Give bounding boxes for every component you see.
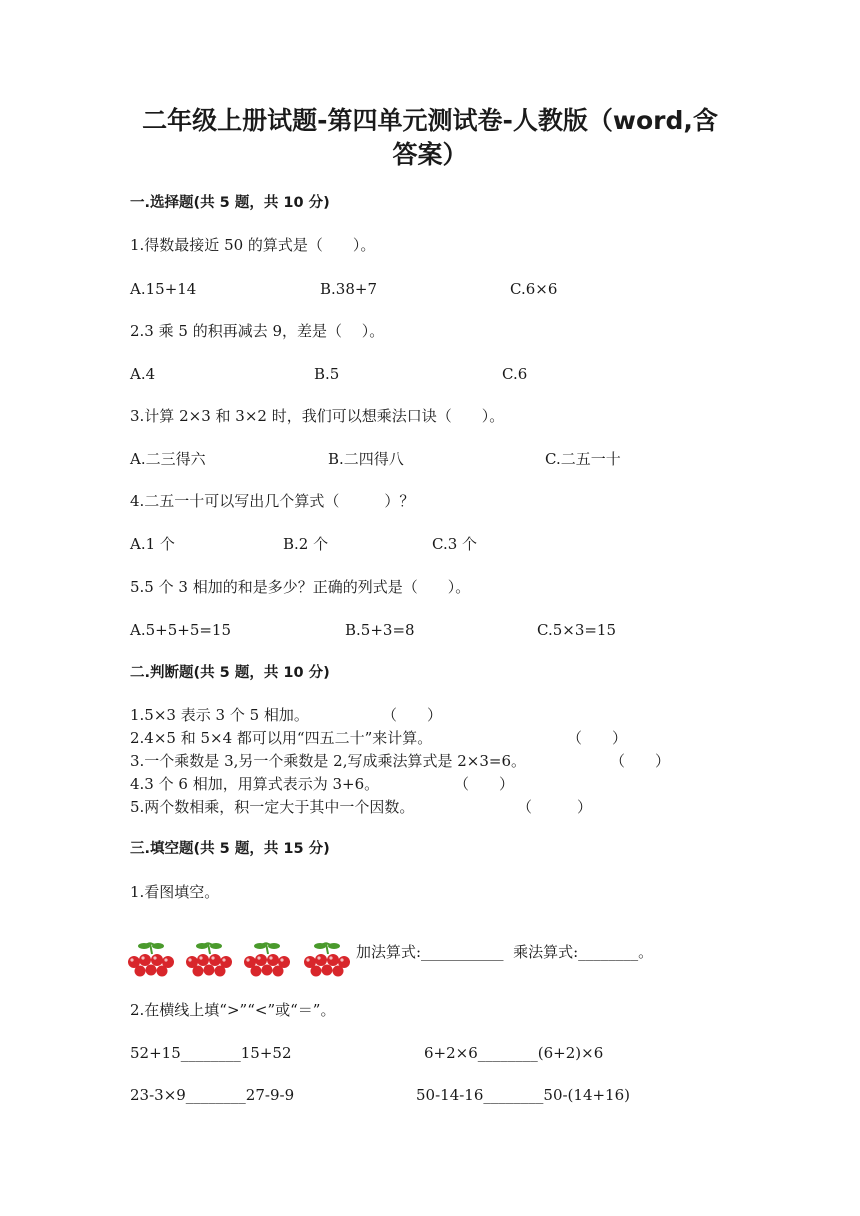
question-3: 3.计算 2×3 和 3×2 时，我们可以想乘法口诀（ ）。 [130,407,505,425]
compare-row-2-right: 50-14-16________50-(14+16) [416,1086,630,1104]
question-4-option-a: A.1 个 [130,535,175,553]
compare-row-1-left: 52+15________15+52 [130,1044,292,1062]
question-3-option-a: A.二三得六 [130,450,206,468]
question-4: 4.二五一十可以写出几个算式（ ）？ [130,492,415,510]
judge-item-3: 3.一个乘数是 3,另一个乘数是 2,写成乘法算式是 2×3=6。 [130,752,527,770]
question-1-option-c: C.6×6 [510,280,558,298]
question-5: 5.5 个 3 相加的和是多少？正确的列式是（ ）。 [130,578,471,596]
compare-row-1-right: 6+2×6________(6+2)×6 [424,1044,604,1062]
question-4-option-b: B.2 个 [283,535,329,553]
compare-row-2-left: 23-3×9________27-9-9 [130,1086,295,1104]
judge-item-2-bracket: （ ） [567,729,628,747]
question-5-option-b: B.5+3=8 [345,621,415,639]
judge-item-4-bracket: （ ） [454,775,515,793]
question-1: 1.得数最接近 50 的算式是（ ）。 [130,236,376,254]
section1-heading: 一.选择题(共 5 题，共 10 分) [130,195,330,211]
question-5-option-a: A.5+5+5=15 [130,621,232,639]
cherries-image [128,940,358,978]
judge-item-1-bracket: （ ） [382,706,443,724]
fill-question-2: 2.在横线上填“>”“<”或“＝”。 [130,1001,336,1019]
judge-item-5: 5.两个数相乘，积一定大于其中一个因数。 [130,798,415,816]
question-5-option-c: C.5×3=15 [537,621,617,639]
question-2: 2.3 乘 5 的积再减去 9，差是（ ）。 [130,322,385,340]
page-title-line1: 二年级上册试题-第四单元测试卷-人教版（word,含 [142,106,718,135]
question-3-option-c: C.二五一十 [545,450,621,468]
question-2-option-b: B.5 [314,365,340,383]
judge-item-2: 2.4×5 和 5×4 都可以用“四五二十”来计算。 [130,729,433,747]
page-title-line2: 答案） [392,140,468,169]
question-1-option-a: A.15+14 [130,280,197,298]
section2-heading: 二.判断题(共 5 题，共 10 分) [130,665,330,681]
judge-item-1: 1.5×3 表示 3 个 5 相加。 [130,706,309,724]
judge-item-3-bracket: （ ） [610,752,671,770]
judge-item-5-bracket: （ ） [517,798,593,816]
question-2-option-c: C.6 [502,365,528,383]
fill-question-1-answer-line: 加法算式:___________ 乘法算式:________。 [356,943,654,961]
question-1-option-b: B.38+7 [320,280,377,298]
judge-item-4: 4.3 个 6 相加，用算式表示为 3+6。 [130,775,380,793]
question-4-option-c: C.3 个 [432,535,478,553]
fill-question-1: 1.看图填空。 [130,883,220,901]
question-2-option-a: A.4 [130,365,156,383]
section3-heading: 三.填空题(共 5 题，共 15 分) [130,841,330,857]
question-3-option-b: B.二四得八 [328,450,404,468]
